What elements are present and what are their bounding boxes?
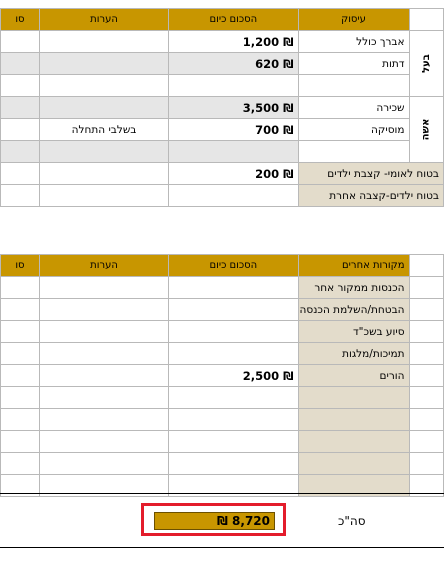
- cell-amount[interactable]: ₪ 1,200: [169, 31, 298, 53]
- header-current-amount: הסכום כיום: [169, 9, 298, 31]
- cell-occupation[interactable]: [298, 141, 409, 163]
- cell-amount[interactable]: [169, 277, 298, 299]
- cell-note[interactable]: [39, 365, 168, 387]
- cell-amount[interactable]: [169, 431, 298, 453]
- cell-edge[interactable]: [1, 453, 40, 475]
- header-occupation: עיסוק: [298, 9, 409, 31]
- cell-edge[interactable]: [1, 409, 40, 431]
- cell-source-label: [298, 387, 409, 409]
- cell-amount[interactable]: ₪ 3,500: [169, 97, 298, 119]
- cell-note[interactable]: [39, 431, 168, 453]
- cell-note[interactable]: [39, 387, 168, 409]
- side-spacer: [409, 387, 443, 409]
- cell-edge[interactable]: [1, 75, 40, 97]
- cell-note[interactable]: [39, 409, 168, 431]
- bottom-divider-line: [0, 547, 444, 548]
- cell-edge[interactable]: [1, 163, 40, 185]
- side-spacer: [409, 409, 443, 431]
- cell-amount[interactable]: [169, 387, 298, 409]
- cell-note[interactable]: [39, 31, 168, 53]
- header-spacer: [409, 9, 443, 31]
- cell-occupation[interactable]: דתות: [298, 53, 409, 75]
- cell-occupation[interactable]: שכירה: [298, 97, 409, 119]
- cell-note[interactable]: [39, 343, 168, 365]
- cell-source-label: [298, 431, 409, 453]
- cell-source-label: הבטחת/השלמת הכנסה: [298, 299, 409, 321]
- side-spacer: [409, 321, 443, 343]
- side-spacer: [409, 299, 443, 321]
- side-spacer: [409, 277, 443, 299]
- cell-edge[interactable]: [1, 185, 40, 207]
- cell-note[interactable]: [39, 299, 168, 321]
- cell-edge[interactable]: [1, 53, 40, 75]
- header-edge: סו: [1, 255, 40, 277]
- cell-edge[interactable]: [1, 387, 40, 409]
- cell-amount[interactable]: [169, 453, 298, 475]
- cell-source-label: סיוע בשכ"ד: [298, 321, 409, 343]
- wife-label: אשה: [409, 97, 443, 163]
- cell-edge[interactable]: [1, 277, 40, 299]
- header-notes: הערות: [39, 255, 168, 277]
- header-notes: הערות: [39, 9, 168, 31]
- side-spacer: [409, 453, 443, 475]
- cell-note[interactable]: [39, 163, 168, 185]
- cell-source-label: הכנסות ממקור אחר: [298, 277, 409, 299]
- total-value-cell[interactable]: ₪ 8,720: [154, 512, 275, 530]
- cell-amount[interactable]: ₪ 620: [169, 53, 298, 75]
- husband-label: בעל: [409, 31, 443, 97]
- header-other-sources: מקורות אחרים: [298, 255, 409, 277]
- cell-edge[interactable]: [1, 97, 40, 119]
- cell-source-label: תמיכות/מלגות: [298, 343, 409, 365]
- cell-edge[interactable]: [1, 343, 40, 365]
- other-sources-table: [0, 254, 444, 497]
- cell-source-label: [298, 409, 409, 431]
- cell-note[interactable]: [39, 53, 168, 75]
- cell-note[interactable]: בשלבי התחלה: [39, 119, 168, 141]
- cell-source-label: [298, 453, 409, 475]
- total-label: סה"כ: [338, 514, 366, 528]
- header-spacer: [409, 255, 443, 277]
- cell-note[interactable]: [39, 141, 168, 163]
- cell-edge[interactable]: [1, 141, 40, 163]
- cell-edge[interactable]: [1, 431, 40, 453]
- cell-edge[interactable]: [1, 119, 40, 141]
- cell-allowance-label: בטוח ילדים-קצבה אחרת: [298, 185, 444, 207]
- cell-edge[interactable]: [1, 299, 40, 321]
- cell-occupation[interactable]: אברך כולל: [298, 31, 409, 53]
- side-spacer: [409, 343, 443, 365]
- cell-edge[interactable]: [1, 365, 40, 387]
- cell-edge[interactable]: [1, 31, 40, 53]
- cell-amount[interactable]: [169, 343, 298, 365]
- cell-amount[interactable]: [169, 321, 298, 343]
- cell-amount[interactable]: [169, 75, 298, 97]
- cell-occupation[interactable]: מוסיקה: [298, 119, 409, 141]
- cell-amount[interactable]: [169, 299, 298, 321]
- cell-amount[interactable]: ₪ 2,500: [169, 365, 298, 387]
- income-table: [0, 8, 444, 207]
- cell-note[interactable]: [39, 453, 168, 475]
- side-spacer: [409, 365, 443, 387]
- cell-occupation[interactable]: [298, 75, 409, 97]
- cell-note[interactable]: [39, 75, 168, 97]
- cell-edge[interactable]: [1, 321, 40, 343]
- cell-note[interactable]: [39, 185, 168, 207]
- cell-amount[interactable]: [169, 141, 298, 163]
- cell-note[interactable]: [39, 97, 168, 119]
- total-highlight: [141, 503, 286, 536]
- cell-allowance-label: בטוח לאומי- קצבת ילדים: [298, 163, 444, 185]
- divider-line: [0, 493, 444, 494]
- cell-amount[interactable]: [169, 409, 298, 431]
- cell-note[interactable]: [39, 277, 168, 299]
- header-current-amount: הסכום כיום: [169, 255, 298, 277]
- cell-source-label: הורים: [298, 365, 409, 387]
- cell-note[interactable]: [39, 321, 168, 343]
- header-edge: סו: [1, 9, 40, 31]
- cell-amount[interactable]: ₪ 200: [169, 163, 298, 185]
- side-spacer: [409, 431, 443, 453]
- cell-amount[interactable]: ₪ 700: [169, 119, 298, 141]
- cell-amount[interactable]: [169, 185, 298, 207]
